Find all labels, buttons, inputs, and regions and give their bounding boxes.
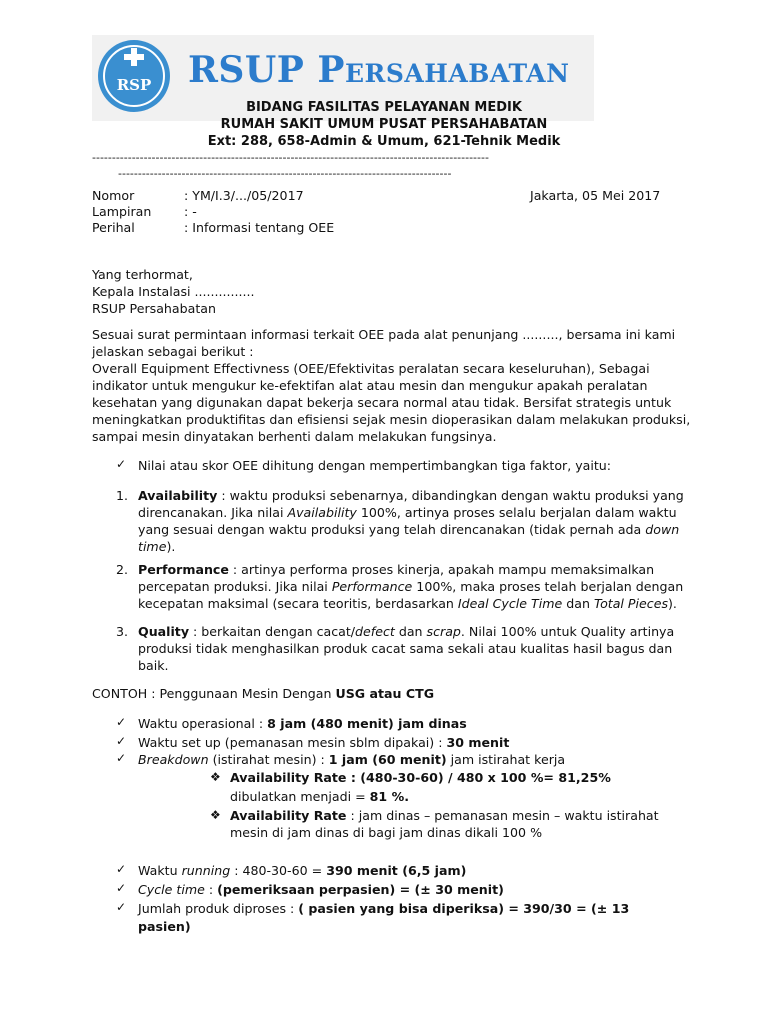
text: 8 jam (480 menit) jam dinas — [267, 716, 467, 731]
text: ). — [166, 539, 176, 554]
quality-term: Quality — [138, 624, 190, 639]
perihal-label: Perihal — [92, 220, 135, 235]
text: time — [138, 539, 167, 554]
lampiran-label: Lampiran — [92, 204, 152, 219]
text: : jam dinas – pemanasan mesin – waktu istirahat — [346, 808, 659, 823]
text: jam istirahat kerja — [446, 752, 566, 767]
text: Performance — [331, 579, 413, 594]
text: 100%, maka proses telah berjalan dengan — [412, 579, 684, 594]
text: down — [645, 522, 680, 537]
check-icon: ✓ — [116, 862, 127, 876]
text: Cycle time — [138, 882, 205, 897]
brand-name: RSUP Persahabatan — [188, 49, 570, 91]
recipient-line-1: Yang terhormat, — [92, 267, 193, 282]
place-date: Jakarta, 05 Mei 2017 — [530, 188, 661, 203]
text: running — [181, 863, 231, 878]
text: (istirahat mesin) : — [208, 752, 329, 767]
example-running — [138, 862, 466, 879]
text: CONTOH : Penggunaan Mesin Dengan — [92, 686, 336, 701]
recipient-line-2: Kepala Instalasi ............... — [92, 284, 255, 299]
header-line-3: Ext: 288, 658-Admin & Umum, 621-Tehnik Medik — [207, 134, 561, 149]
logo-text: RSP — [116, 76, 152, 94]
intro-line-2: jelaskan sebagai berikut : — [92, 344, 254, 359]
text: Total Pieces — [593, 596, 669, 611]
factor-performance-line-2 — [138, 578, 683, 595]
text: Jumlah produk diproses : — [138, 901, 299, 916]
text: : 480-30-60 = — [230, 863, 327, 878]
factor-number-1: 1. — [116, 488, 129, 503]
text: dibulatkan menjadi = — [230, 789, 370, 804]
text: USG atau CTG — [335, 686, 435, 701]
factor-availability-line-3 — [138, 521, 679, 538]
lampiran-value: : - — [184, 204, 197, 219]
text: 30 menit — [446, 735, 510, 750]
text: : berkaitan dengan cacat/ — [189, 624, 356, 639]
factor-performance-line-1 — [138, 561, 654, 578]
factor-availability-line-4 — [138, 538, 175, 555]
check-icon: ✓ — [116, 457, 127, 471]
divider-line-1: ---------------------------------------------------------------------------------------------------- — [92, 151, 489, 164]
text: : (480-30-60) / 480 x 100 %= 81,25% — [346, 770, 611, 785]
text: : waktu produksi sebenarnya, dibandingkan dengan waktu produksi yang — [217, 488, 684, 503]
perihal-value: : Informasi tentang OEE — [184, 220, 335, 235]
availability-term: Availability — [138, 488, 218, 503]
text: dan — [562, 596, 594, 611]
example-setup — [138, 734, 509, 751]
example-jumlah-produk-cont: pasien) — [138, 919, 191, 934]
text: 390 menit (6,5 jam) — [326, 863, 467, 878]
intro-line-7: sampai mesin dinyatakan berhenti dalam melakukan fungsinya. — [92, 429, 497, 444]
header-line-2: RUMAH SAKIT UMUM PUSAT PERSAHABATAN — [220, 117, 548, 132]
text: (pemeriksaan perpasien) = (± 30 menit) — [217, 882, 504, 897]
availability-rate-2 — [230, 807, 659, 824]
text: 81 %. — [369, 789, 409, 804]
factor-availability-line-2 — [138, 504, 677, 521]
factor-performance-line-3 — [138, 595, 677, 612]
intro-line-6: meningkatkan produktifitas dan efisiensi sejak mesin dioperasikan dalam melakukan produksi, — [92, 412, 691, 427]
check-icon: ✓ — [116, 751, 127, 765]
text: Availability — [287, 505, 357, 520]
factor-quality-line-2: produksi tidak menghasilkan produk cacat sama sekali atau kualitas hasil bagus dan — [138, 641, 673, 656]
text: percepatan produksi. Jika nilai — [138, 579, 332, 594]
text: direncanakan. Jika nilai — [138, 505, 288, 520]
intro-line-3: Overall Equipment Effectivness (OEE/Efektivitas peralatan secara keseluruhan), Sebagai — [92, 361, 650, 376]
availability-rate-2-cont: mesin di jam dinas di bagi jam dinas dikali 100 % — [230, 825, 543, 840]
factor-number-2: 2. — [116, 562, 129, 577]
text: dan — [394, 624, 427, 639]
text: : artinya performa proses kinerja, apakah mampu memaksimalkan — [228, 562, 655, 577]
divider-line-2: ------------------------------------------------------------------------------------ — [118, 167, 452, 180]
text: Breakdown — [138, 752, 209, 767]
example-cycle-time — [138, 881, 504, 898]
text: Waktu set up (pemanasan mesin sblm dipakai) : — [138, 735, 447, 750]
recipient-line-3: RSUP Persahabatan — [92, 301, 216, 316]
text: 1 jam (60 menit) — [328, 752, 447, 767]
text: : — [204, 882, 218, 897]
text: defect — [355, 624, 395, 639]
intro-line-5: kesehatan yang digunakan dapat bekerja secara normal atau tidak. Bersifat strategis untuk — [92, 395, 672, 410]
check-icon: ✓ — [116, 900, 127, 914]
example-operasional — [138, 715, 467, 732]
check-icon: ✓ — [116, 881, 127, 895]
example-breakdown — [138, 751, 565, 768]
check-icon: ✓ — [116, 715, 127, 729]
text: scrap — [426, 624, 461, 639]
factor-number-3: 3. — [116, 624, 129, 639]
nomor-label: Nomor — [92, 188, 135, 203]
diamond-bullet-icon: ❖ — [210, 808, 221, 822]
diamond-bullet-icon: ❖ — [210, 770, 221, 784]
factor-availability-line-1 — [138, 487, 684, 504]
availability-rate-1 — [230, 769, 611, 786]
text: 100%, artinya proses selalu berjalan dalam waktu — [356, 505, 677, 520]
text: Availability Rate — [230, 808, 347, 823]
text: . Nilai 100% untuk Quality artinya — [460, 624, 675, 639]
availability-rate-1-rounded — [230, 788, 409, 805]
text: Waktu operasional : — [138, 716, 268, 731]
text: Waktu — [138, 863, 182, 878]
nomor-value: : YM/I.3/.../05/2017 — [184, 188, 304, 203]
text: ( pasien yang bisa diperiksa) = 390/30 = (± 13 — [298, 901, 630, 916]
text: ). — [668, 596, 677, 611]
performance-term: Performance — [138, 562, 229, 577]
example-jumlah-produk — [138, 900, 629, 917]
factors-intro: Nilai atau skor OEE dihitung dengan mempertimbangkan tiga faktor, yaitu: — [138, 458, 612, 473]
text: Ideal Cycle Time — [457, 596, 563, 611]
contoh-heading — [92, 685, 434, 702]
intro-line-1: Sesuai surat permintaan informasi terkait OEE pada alat penunjang ........., bersama ini kami — [92, 327, 676, 342]
factor-quality-line-3: baik. — [138, 658, 169, 673]
text: yang sesuai dengan waktu produksi yang telah direncanakan (tidak pernah ada — [138, 522, 646, 537]
header-line-1: BIDANG FASILITAS PELAYANAN MEDIK — [246, 100, 522, 115]
check-icon: ✓ — [116, 734, 127, 748]
text: Availability Rate — [230, 770, 347, 785]
intro-line-4: indikator untuk mengukur ke-efektifan alat atau mesin dan mengukur apakah peralatan — [92, 378, 648, 393]
factor-quality-line-1 — [138, 623, 674, 640]
text: kecepatan maksimal (secara teoritis, berdasarkan — [138, 596, 458, 611]
